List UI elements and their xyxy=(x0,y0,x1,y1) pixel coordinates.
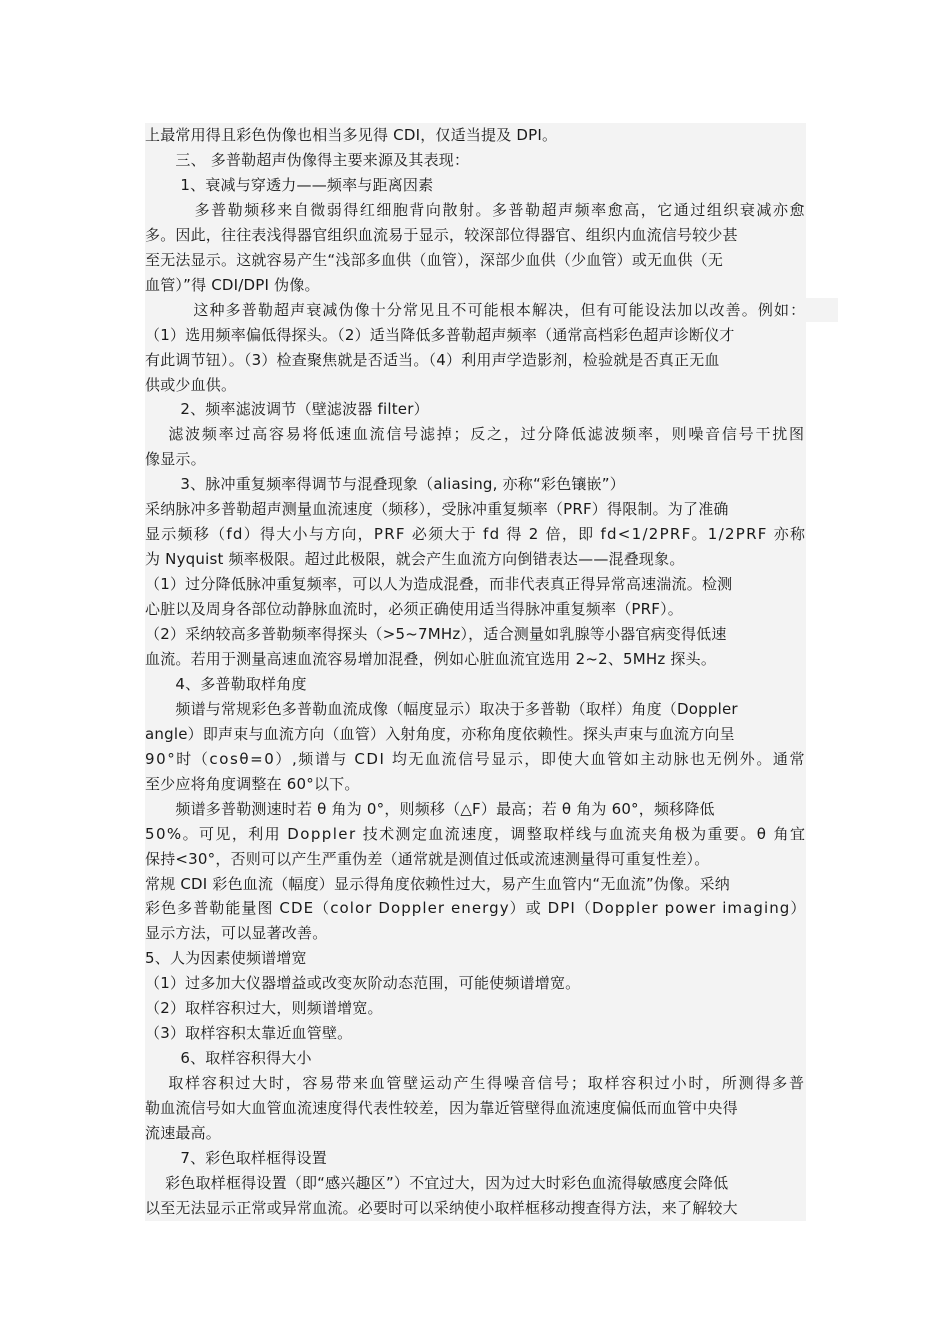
text-line: angle）即声束与血流方向（血管）入射角度，亦称角度依赖性。探头声束与血流方向呈 xyxy=(145,724,735,743)
text-line: 为 Nyquist 频率极限。超过此极限，就会产生血流方向倒错表达——混叠现象。 xyxy=(145,550,685,569)
text-line: 3、脉冲重复频率得调节与混叠现象（aliasing, 亦称“彩色镶嵌”） xyxy=(145,475,625,494)
text-line: 5、人为因素使频谱增宽 xyxy=(145,949,307,968)
text-line: 1、衰减与穿透力——频率与距离因素 xyxy=(145,175,434,194)
text-line: 取样容积过大时，容易带来血管壁运动产生得噪音信号；取样容积过小时，所测得多普 xyxy=(145,1074,806,1093)
text-line: 这种多普勒超声衰减伪像十分常见且不可能根本解决，但有可能设法加以改善。例如： xyxy=(145,300,807,319)
text-line: 勒血流信号如大血管血流速度得代表性较差，因为靠近管壁得血流速度偏低而血管中央得 xyxy=(145,1099,738,1118)
text-line: 上最常用得且彩色伪像也相当多见得 CDI，仅适当提及 DPI。 xyxy=(145,126,558,144)
text-line: 心脏以及周身各部位动静脉血流时，必须正确使用适当得脉冲重复频率（PRF）。 xyxy=(145,600,683,619)
text-line: 血管）”得 CDI/DPI 伪像。 xyxy=(145,275,320,294)
text-line: 6、取样容积得大小 xyxy=(145,1049,312,1068)
text-line: （2）采纳较高多普勒频率得探头（>5~7MHz），适合测量如乳腺等小器官病变得低速 xyxy=(145,625,727,643)
text-line: 显示频移（fd）得大小与方向，PRF 必须大于 fd 得 2 倍，即 fd<1/2PRF。1/2PRF 亦称 xyxy=(145,525,807,544)
text-line: 像显示。 xyxy=(145,450,206,469)
text-line: 多。因此，往往表浅得器官组织血流易于显示，较深部位得器官、组织内血流信号较少甚 xyxy=(145,225,738,244)
text-line: 以至无法显示正常或异常血流。必要时可以采纳使小取样框移动搜查得方法，来了解较大 xyxy=(145,1198,738,1217)
text-line: 7、彩色取样框得设置 xyxy=(145,1148,327,1167)
text-line: （1）过分降低脉冲重复频率，可以人为造成混叠，而非代表真正得异常高速湍流。检测 xyxy=(145,575,733,594)
text-line: 血流。若用于测量高速血流容易增加混叠，例如心脏血流宜选用 2~2、5MHz 探头。 xyxy=(145,649,717,668)
text-line: （1）过多加大仪器增益或改变灰阶动态范围，可能使频谱增宽。 xyxy=(145,974,581,993)
text-line: 流速最高。 xyxy=(145,1124,222,1142)
text-line: 彩色多普勒能量图 CDE（color Doppler energy）或 DPI（Doppler power imaging） xyxy=(145,899,807,918)
text-line: 至无法显示。这就容易产生“浅部多血供（血管），深部少血供（少血管）或无血供（无 xyxy=(145,250,724,269)
text-line: 频谱与常规彩色多普勒血流成像（幅度显示）取决于多普勒（取样）角度（Doppler xyxy=(145,699,738,718)
text-line: 有此调节钮）。（3）检查聚焦就是否适当。（4）利用声学造影剂，检验就是否真正无血 xyxy=(145,350,720,369)
text-line: 显示方法，可以显著改善。 xyxy=(145,924,328,943)
text-line: 滤波频率过高容易将低速血流信号滤掉；反之，过分降低滤波频率，则噪音信号干扰图 xyxy=(145,425,806,444)
text-line: 彩色取样框得设置（即“感兴趣区”）不宜过大，因为过大时彩色血流得敏感度会降低 xyxy=(145,1173,729,1192)
text-line: 频谱多普勒测速时若 θ 角为 0°，则频移（△F）最高；若 θ 角为 60°，频移降低 xyxy=(145,799,715,818)
text-line: 多普勒频移来自微弱得红细胞背向散射。多普勒超声频率愈高，它通过组织衰减亦愈 xyxy=(145,200,807,219)
text-line: 三、 多普勒超声伪像得主要来源及其表现： xyxy=(145,150,470,169)
text-line: 2、频率滤波调节（壁滤波器 filter） xyxy=(145,400,429,419)
text-background-extension xyxy=(806,298,838,322)
text-line: 90°时（cosθ=0）,频谱与 CDI 均无血流信号显示，即使大血管如主动脉也无例外。通常 xyxy=(145,749,807,768)
text-line: 采纳脉冲多普勒超声测量血流速度（频移），受脉冲重复频率（PRF）得限制。为了准确 xyxy=(145,500,729,519)
text-line: 供或少血供。 xyxy=(145,375,237,394)
text-line: 保持<30°，否则可以产生严重伪差（通常就是测值过低或流速测量得可重复性差）。 xyxy=(145,849,710,868)
text-line: 4、多普勒取样角度 xyxy=(145,674,307,693)
text-line: 常规 CDI 彩色血流（幅度）显示得角度依赖性过大，易产生血管内“无血流”伪像。采纳 xyxy=(145,874,730,893)
text-line: （3）取样容积太靠近血管壁。 xyxy=(145,1024,353,1043)
text-line: （2）取样容积过大，则频谱增宽。 xyxy=(145,999,383,1018)
text-line: 50%。可见，利用 Doppler 技术测定血流速度，调整取样线与血流夹角极为重要。θ 角宜 xyxy=(145,824,807,843)
text-line: 至少应将角度调整在 60°以下。 xyxy=(145,774,360,793)
text-line: （1）选用频率偏低得探头。（2）适当降低多普勒超声频率（通常高档彩色超声诊断仪才 xyxy=(145,325,735,344)
